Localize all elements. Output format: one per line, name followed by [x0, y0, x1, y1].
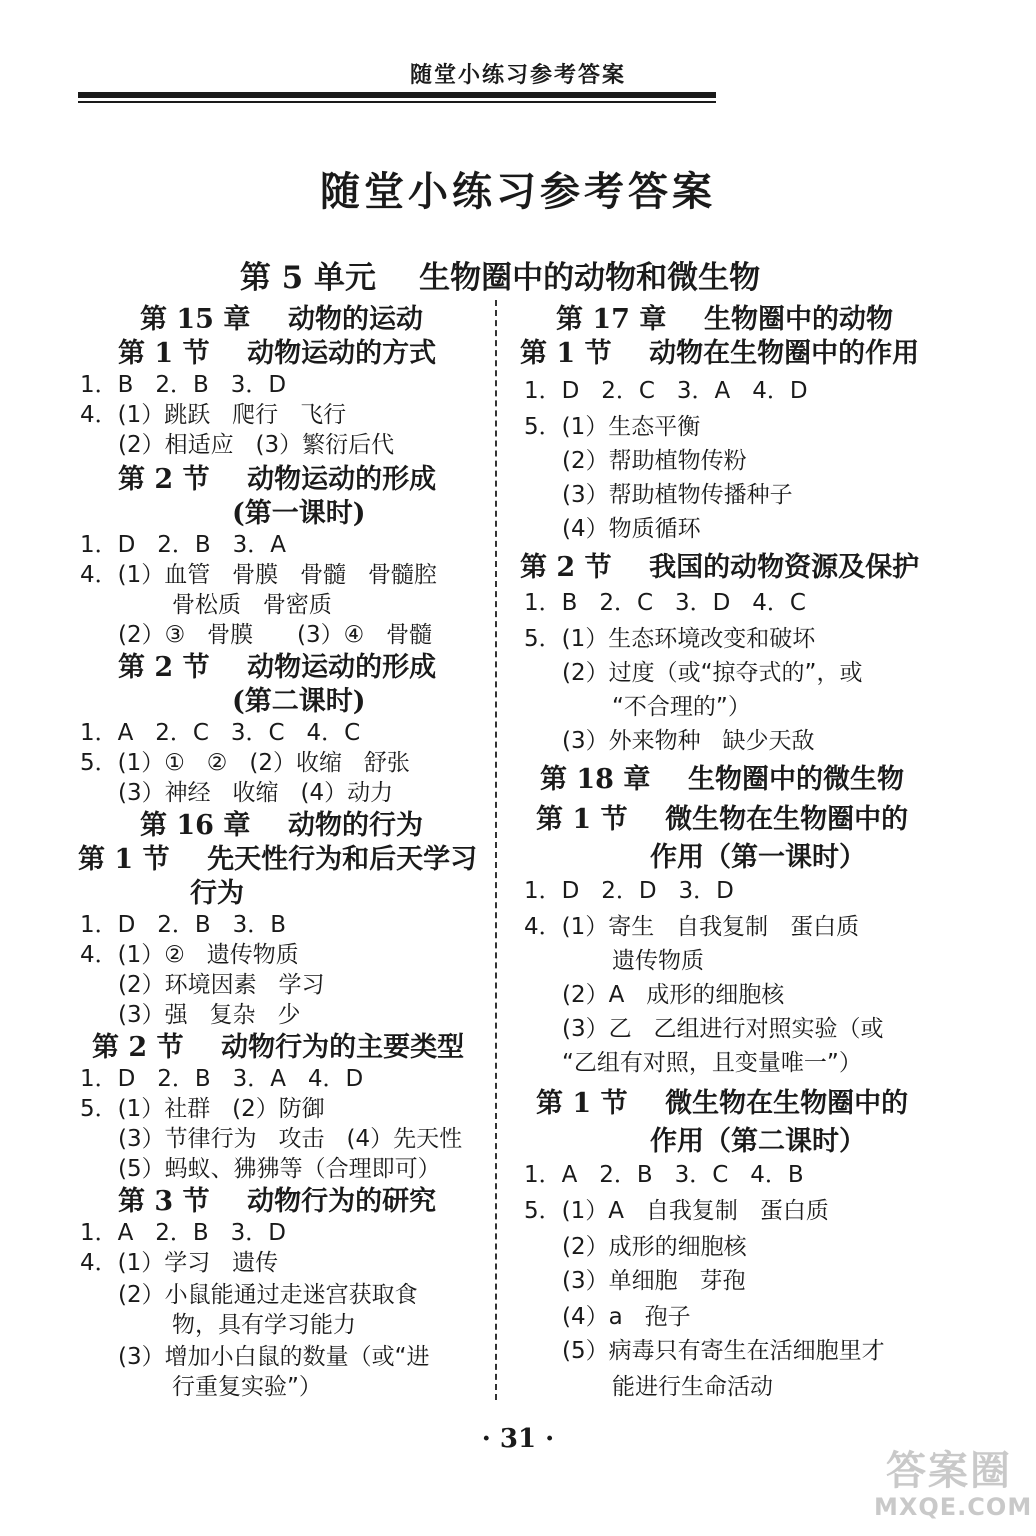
answer-line: 1．D 2．B 3．B: [80, 912, 287, 938]
section-heading: 作用（第二课时）: [650, 1126, 866, 1157]
watermark-text-bottom: MXQE.COM: [874, 1493, 1033, 1521]
answer-line: 4．(1）血管 骨膜 骨髓 骨髓腔: [80, 562, 438, 588]
section-heading: 第 18 章 生物圈中的微生物: [540, 764, 904, 795]
header-rule-thin: [78, 101, 716, 103]
header-rule-thick: [78, 92, 716, 98]
answer-line: 5．(1）生态环境改变和破坏: [524, 626, 816, 652]
answer-line: 1．D 2．C 3．A 4．D: [524, 378, 808, 404]
answer-line: (5）蚂蚁、狒狒等（合理即可）: [118, 1156, 441, 1182]
section-heading: 第 17 章 生物圈中的动物: [556, 304, 893, 335]
answer-line: 1．A 2．B 3．C 4．B: [524, 1162, 804, 1188]
answer-line: (3）节律行为 攻击 (4）先天性: [118, 1126, 463, 1152]
answer-line: (2）帮助植物传粉: [562, 448, 747, 474]
answer-line: (3）单细胞 芽孢: [562, 1268, 746, 1294]
answer-line: 4．(1）跳跃 爬行 飞行: [80, 402, 347, 428]
header-title: 随堂小练习参考答案: [409, 63, 626, 88]
answer-line: 5．(1）社群 (2）防御: [80, 1096, 325, 1122]
section-heading: 第 1 节 先天性行为和后天学习: [78, 844, 478, 875]
answer-line: 1．D 2．B 3．A: [80, 532, 286, 558]
answer-line: (2）环境因素 学习: [118, 972, 325, 998]
section-heading: 第 2 节 动物行为的主要类型: [92, 1032, 465, 1063]
answer-line: (5）病毒只有寄生在活细胞里才: [562, 1338, 885, 1364]
answer-line: 5．(1）A 自我复制 蛋白质: [524, 1198, 829, 1224]
answer-line: (3）增加小白鼠的数量（或“进: [118, 1344, 430, 1370]
section-heading: 第 16 章 动物的行为: [140, 810, 423, 841]
answer-line: (2）过度（或“掠夺式的”，或: [562, 660, 863, 686]
answer-line: 5．(1）生态平衡: [524, 414, 701, 440]
answer-line: (2）成形的细胞核: [562, 1234, 747, 1260]
watermark-text-top: 答案圈: [886, 1448, 1012, 1494]
section-heading: 第 15 章 动物的运动: [140, 304, 423, 335]
answer-line: “不合理的”）: [612, 694, 751, 720]
answer-line: 1．A 2．B 3．D: [80, 1220, 286, 1246]
answer-line: 遗传物质: [612, 948, 704, 974]
answer-line: 4．(1）寄生 自我复制 蛋白质: [524, 914, 860, 940]
page-number: · 31 ·: [481, 1424, 555, 1454]
answer-line: “乙组有对照，且变量唯一”）: [562, 1050, 862, 1076]
answer-line: 1．A 2．C 3．C 4．C: [80, 720, 361, 746]
answer-line: 4．(1）② 遗传物质: [80, 942, 299, 968]
answer-line: (2）相适应 (3）繁衍后代: [118, 432, 395, 458]
section-heading: 第 1 节 动物在生物圈中的作用: [520, 338, 920, 369]
answer-line: 物，具有学习能力: [172, 1312, 356, 1338]
unit-title: 第 5 单元 生物圈中的动物和微生物: [239, 260, 761, 296]
section-heading: 行为: [190, 878, 244, 909]
answer-line: 行重复实验”）: [172, 1374, 322, 1400]
answer-line: (2）A 成形的细胞核: [562, 982, 785, 1008]
answer-line: 1．D 2．B 3．A 4．D: [80, 1066, 364, 1092]
section-heading: 第 1 节 微生物在生物圈中的: [536, 804, 909, 835]
answer-line: (2）③ 骨膜 (3）④ 骨髓: [118, 622, 433, 648]
answer-line: 1．B 2．C 3．D 4．C: [524, 590, 806, 616]
answer-line: (3）帮助植物传播种子: [562, 482, 793, 508]
answer-line: 1．B 2．B 3．D: [80, 372, 287, 398]
answer-line: 骨松质 骨密质: [172, 592, 332, 618]
section-heading: 第 3 节 动物行为的研究: [118, 1186, 437, 1217]
page-title: 随堂小练习参考答案: [320, 168, 716, 215]
column-divider: [495, 300, 497, 1400]
watermark-logo: [874, 1448, 1033, 1528]
section-heading: 第 2 节 动物运动的形成: [118, 652, 437, 683]
section-heading: (第二课时): [232, 686, 366, 717]
section-heading: (第一课时): [232, 498, 366, 529]
section-heading: 作用（第一课时）: [650, 842, 866, 873]
answer-line: (3）神经 收缩 (4）动力: [118, 780, 394, 806]
section-heading: 第 1 节 微生物在生物圈中的: [536, 1088, 909, 1119]
answer-line: 能进行生命活动: [612, 1374, 773, 1400]
answer-line: (3）乙 乙组进行对照实验（或: [562, 1016, 884, 1042]
answer-line: 5．(1）① ② (2）收缩 舒张: [80, 750, 410, 776]
answer-line: (3）外来物种 缺少天敌: [562, 728, 815, 754]
answer-line: 1．D 2．D 3．D: [524, 878, 734, 904]
answer-line: (4）物质循环: [562, 516, 701, 542]
answer-line: 4．(1）学习 遗传: [80, 1250, 279, 1276]
section-heading: 第 1 节 动物运动的方式: [118, 338, 437, 369]
answer-line: (4）a 孢子: [562, 1304, 691, 1330]
section-heading: 第 2 节 我国的动物资源及保护: [520, 552, 920, 583]
section-heading: 第 2 节 动物运动的形成: [118, 464, 437, 495]
answer-line: (2）小鼠能通过走迷宫获取食: [118, 1282, 418, 1308]
answer-line: (3）强 复杂 少: [118, 1002, 301, 1028]
